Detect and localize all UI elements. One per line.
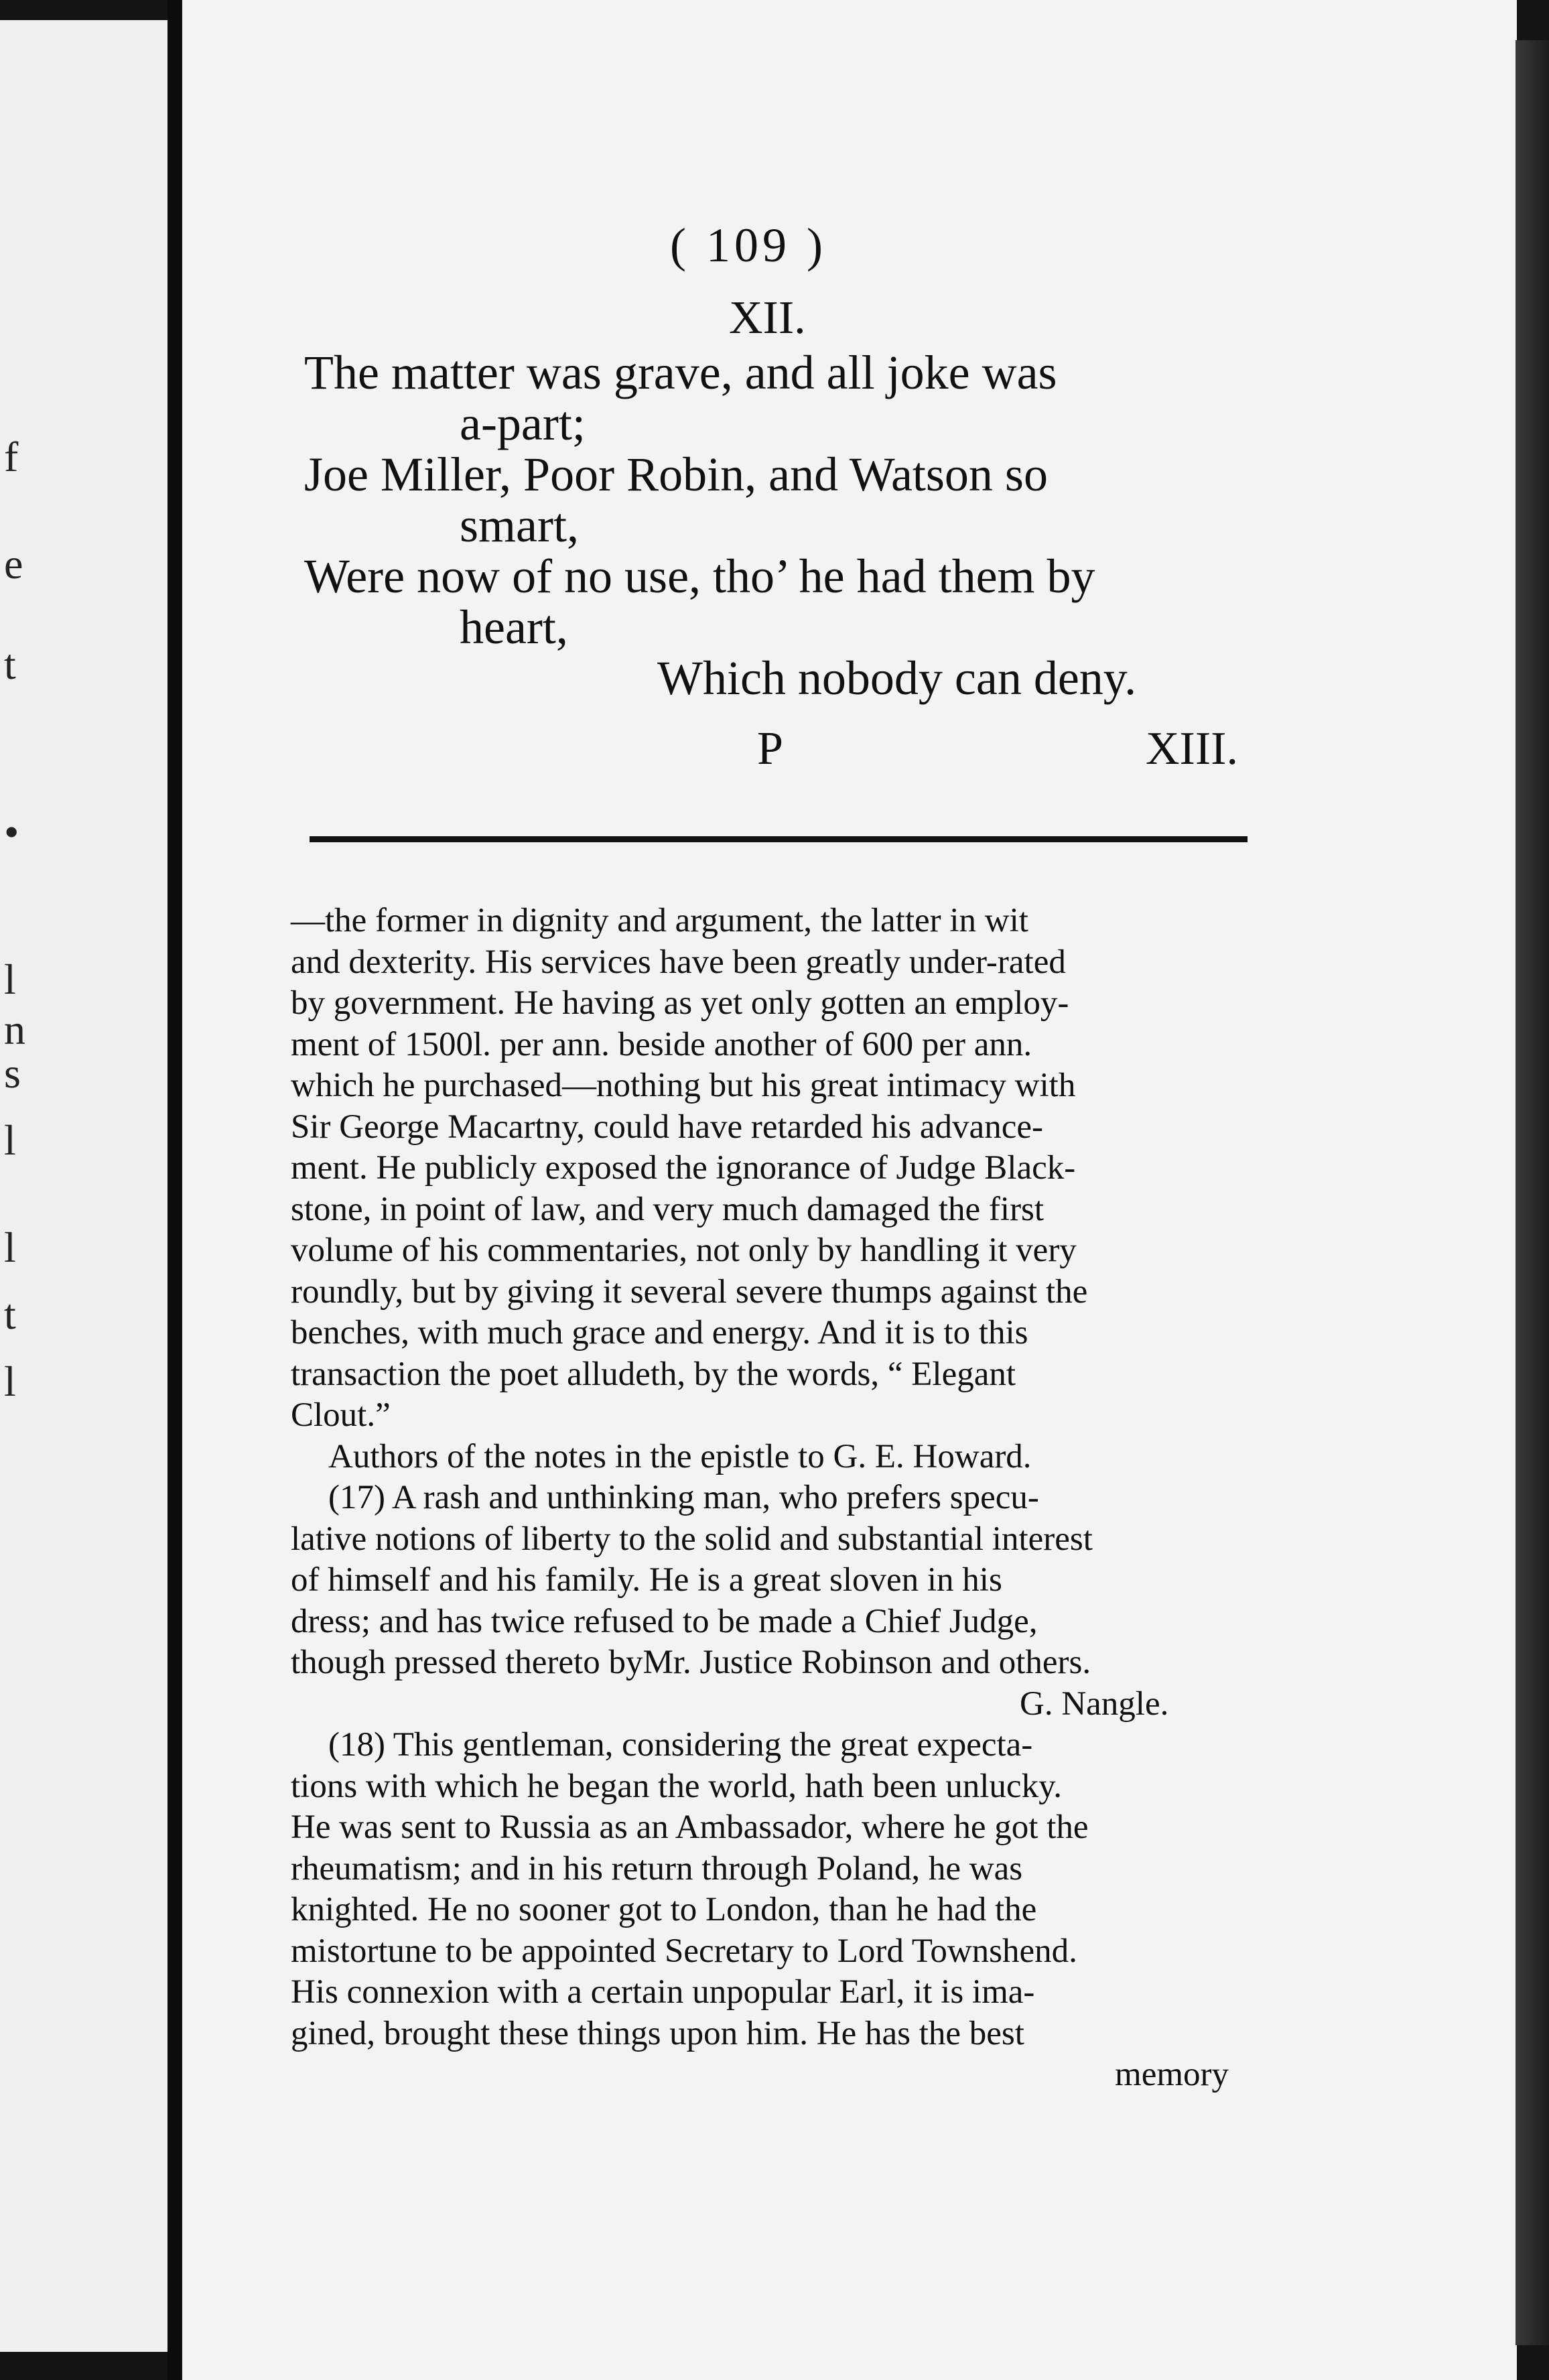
- footnote-line: rheumatism; and in his return through Poland, he was: [291, 1849, 1023, 1888]
- verse-stanza: [304, 347, 1256, 704]
- verse-line: smart,: [460, 499, 579, 552]
- footnote-line: ment. He publicly exposed the ignorance of Judge Black-: [291, 1149, 1076, 1187]
- left-page-fragment: l: [4, 1116, 16, 1164]
- page-number: ( 109 ): [670, 218, 827, 272]
- footnote-line: dress; and has twice refused to be made a Chief Judge,: [291, 1602, 1038, 1640]
- left-page-fragment: n: [4, 1006, 25, 1053]
- footnote-line: His connexion with a certain unpopular Earl, it is ima-: [291, 1973, 1035, 2011]
- verse-line: heart,: [460, 600, 568, 654]
- left-page-fragment: e: [4, 540, 23, 588]
- footnote-line: He was sent to Russia as an Ambassador, where he got the: [291, 1808, 1089, 1846]
- verse-line: The matter was grave, and all joke was: [304, 346, 1057, 399]
- page-edge-shadow: [1516, 40, 1549, 2345]
- footnote-line: stone, in point of law, and very much damaged the first: [291, 1190, 1045, 1228]
- footnote-line: lative notions of liberty to the solid and substantial interest: [291, 1520, 1093, 1558]
- footnote-line: transaction the poet alludeth, by the words, “ Elegant: [291, 1355, 1016, 1393]
- footnote-line: roundly, but by giving it several severe thumps against the: [291, 1272, 1088, 1311]
- footnote-line: though pressed thereto byMr. Justice Robinson and others.: [291, 1644, 1091, 1681]
- footnote-line: and dexterity. His services have been greatly under-rated: [291, 943, 1066, 981]
- footnote-line: benches, with much grace and energy. And it is to this: [291, 1314, 1028, 1351]
- footnote-line: Sir George Macartny, could have retarded his advance-: [291, 1108, 1043, 1146]
- footnote-line: (17) A rash and unthinking man, who prefers specu-: [328, 1479, 1039, 1516]
- footnote-rule: [310, 836, 1248, 842]
- left-page-fragment: s: [4, 1049, 21, 1097]
- signature-mark: P: [757, 723, 783, 775]
- left-page-fragment: •: [4, 808, 19, 856]
- book-gutter: [167, 0, 181, 2380]
- left-page-fragment: f: [4, 433, 19, 480]
- catchword: XIII.: [1146, 723, 1238, 775]
- left-page-fragment: l: [4, 955, 16, 1003]
- footnote-line: Authors of the notes in the epistle to G. E. Howard.: [328, 1437, 1032, 1475]
- left-page-fragment: l: [4, 1358, 16, 1405]
- footnote-line: knighted. He no sooner got to London, than he had the: [291, 1891, 1037, 1928]
- stanza-number: XII.: [729, 292, 806, 344]
- footnote-line: volume of his commentaries, not only by handling it very: [291, 1232, 1077, 1269]
- footnotes-block: [291, 901, 1242, 2096]
- left-page-fragment: t: [4, 641, 16, 688]
- verse-line: Joe Miller, Poor Robin, and Watson so: [304, 448, 1048, 501]
- footnote-line: mistortune to be appointed Secretary to Lord Townshend.: [291, 1932, 1077, 1970]
- footnote-line: tions with which he began the world, hath been unlucky.: [291, 1767, 1063, 1805]
- verse-line: Were now of no use, tho’ he had them by: [304, 549, 1095, 603]
- footnote-line: (18) This gentleman, considering the great expecta-: [328, 1726, 1033, 1764]
- footnote-line: gined, brought these things upon him. He has the best: [291, 2014, 1024, 2052]
- footnote-line: of himself and his family. He is a great sloven in his: [291, 1561, 1002, 1599]
- footnote-signature: G. Nangle.: [1020, 1684, 1169, 1723]
- footnote-line: ment of 1500l. per ann. beside another of 600 per ann.: [291, 1025, 1032, 1063]
- left-facing-page: [0, 20, 167, 2352]
- footnote-line: —the former in dignity and argument, the latter in wit: [291, 902, 1028, 939]
- verse-line: a-part;: [460, 397, 586, 450]
- footnote-catchword: memory: [1115, 2056, 1229, 2093]
- footnote-line: which he purchased—nothing but his great intimacy with: [291, 1067, 1076, 1104]
- left-page-fragment: l: [4, 1224, 16, 1271]
- footnote-line: Clout.”: [291, 1396, 391, 1434]
- left-page-fragment: t: [4, 1291, 16, 1338]
- footnote-line: by government. He having as yet only gotten an employ-: [291, 984, 1069, 1022]
- verse-refrain: Which nobody can deny.: [657, 651, 1137, 705]
